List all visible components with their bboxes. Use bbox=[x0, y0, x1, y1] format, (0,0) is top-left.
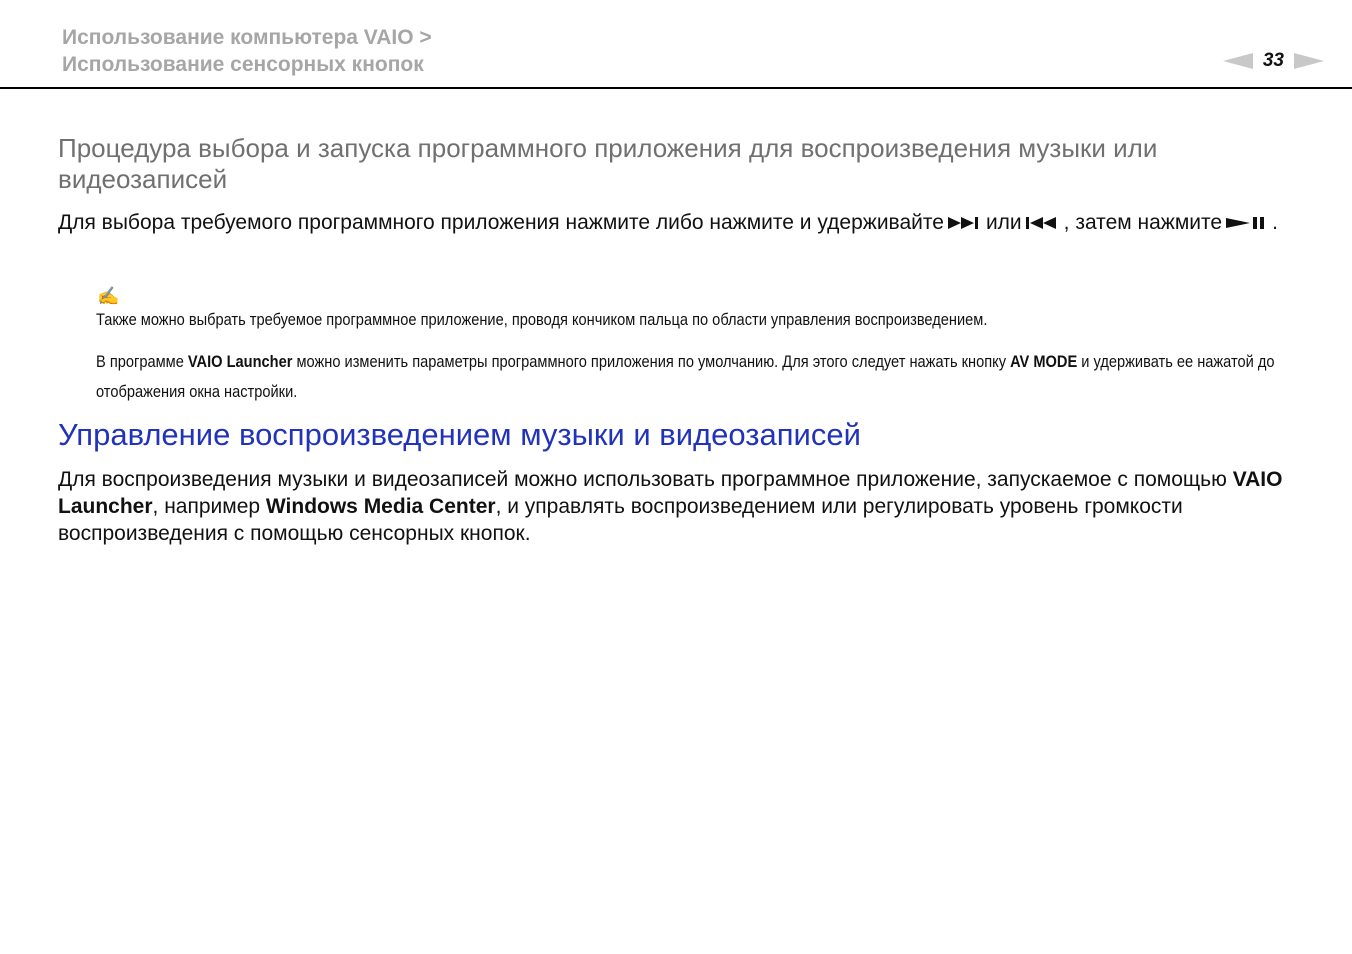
text-bold: AV MODE bbox=[1010, 352, 1078, 371]
pager bbox=[1223, 50, 1324, 72]
breadcrumb-current: Использование сенсорных кнопок bbox=[62, 53, 424, 76]
previous-page-icon[interactable] bbox=[1223, 53, 1253, 69]
page-number: 33 bbox=[1262, 50, 1284, 71]
instruction-paragraph bbox=[58, 208, 1298, 238]
text: , и управлять воспроизведением или регулировать уровень громкости воспроизведения с помощью сенсорных кнопок. bbox=[58, 495, 1183, 545]
next-page-icon[interactable] bbox=[1294, 53, 1324, 69]
note-text bbox=[96, 347, 1300, 407]
play-pause-icon bbox=[1226, 216, 1268, 230]
breadcrumb bbox=[62, 24, 432, 78]
text: или bbox=[985, 211, 1022, 234]
text: Для выбора требуемого программного приложения нажмите либо нажмите и удерживайте bbox=[58, 211, 944, 234]
text: В программе bbox=[96, 352, 188, 371]
note-text: Также можно выбрать требуемое программное приложение, проводя кончиком пальца по области управления воспроизведением. bbox=[96, 310, 988, 329]
text: . bbox=[1272, 211, 1278, 234]
text: , например bbox=[152, 495, 266, 518]
text-bold: VAIO Launcher bbox=[58, 468, 1283, 518]
text-bold: Windows Media Center bbox=[265, 495, 496, 518]
body-paragraph bbox=[58, 466, 1298, 547]
previous-track-icon bbox=[1026, 216, 1060, 230]
text: можно изменить параметры программного приложения по умолчанию. Для этого следует нажать кнопку bbox=[292, 352, 1011, 371]
header-divider bbox=[0, 87, 1352, 89]
text: и удерживать ее нажатой до отображения окна настройки. bbox=[96, 352, 1275, 401]
breadcrumb-link[interactable]: Использование компьютера VAIO > bbox=[62, 26, 432, 49]
text: Для воспроизведения музыки и видеозаписей можно использовать программное приложение, запускаемое с помощью bbox=[58, 468, 1233, 491]
section-title: Управление воспроизведением музыки и видеозаписей bbox=[58, 417, 861, 452]
note-pencil-icon: ✍ bbox=[97, 286, 120, 306]
section-subtitle: Процедура выбора и запуска программного приложения для воспроизведения музыки или видеозаписей bbox=[58, 133, 1158, 194]
text-bold: VAIO Launcher bbox=[187, 352, 293, 371]
next-track-icon bbox=[948, 216, 982, 230]
text: , затем нажмите bbox=[1063, 211, 1223, 234]
